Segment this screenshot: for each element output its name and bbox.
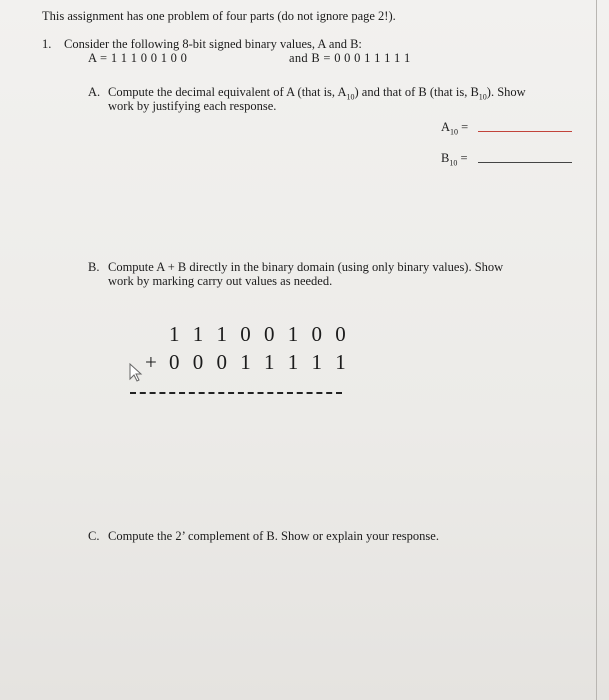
part-a-letter: A. xyxy=(88,85,101,99)
part-b-line2: work by marking carry out values as needed. xyxy=(108,274,333,288)
part-b-letter: B. xyxy=(88,260,100,274)
problem-statement: Consider the following 8-bit signed binary values, A and B: xyxy=(64,37,362,51)
binary-operand-a: 1 1 1 0 0 1 0 0 xyxy=(169,322,350,346)
sum-divider-line xyxy=(130,392,342,394)
assignment-header: This assignment has one problem of four parts (do not ignore page 2!). xyxy=(42,9,396,23)
value-b: and B = 0 0 0 1 1 1 1 1 xyxy=(289,51,411,65)
part-c-line1: Compute the 2’ complement of B. Show or explain your response. xyxy=(108,529,439,543)
page-edge xyxy=(596,0,597,700)
binary-operand-b: 0 0 0 1 1 1 1 1 xyxy=(169,350,350,374)
part-b-line1: Compute A + B directly in the binary domain (using only binary values). Show xyxy=(108,260,504,274)
b10-label: $B_{10}$ = xyxy=(441,151,468,168)
problem-number: 1. xyxy=(42,37,52,51)
part-c-letter: C. xyxy=(88,529,100,543)
part-a-line2: work by justifying each response. xyxy=(108,99,277,113)
part-a-line1: Compute the decimal equivalent of A (that is, $A_{10}$) and that of B (that is, $B_{10}$). Show xyxy=(108,85,526,102)
plus-operator: + xyxy=(145,350,157,374)
value-a: A = 1 1 1 0 0 1 0 0 xyxy=(88,51,188,65)
mouse-pointer-icon xyxy=(128,363,144,383)
a10-answer-line[interactable] xyxy=(478,131,572,132)
b10-answer-line[interactable] xyxy=(478,162,572,163)
a10-label: $A_{10}$ = xyxy=(441,120,469,137)
